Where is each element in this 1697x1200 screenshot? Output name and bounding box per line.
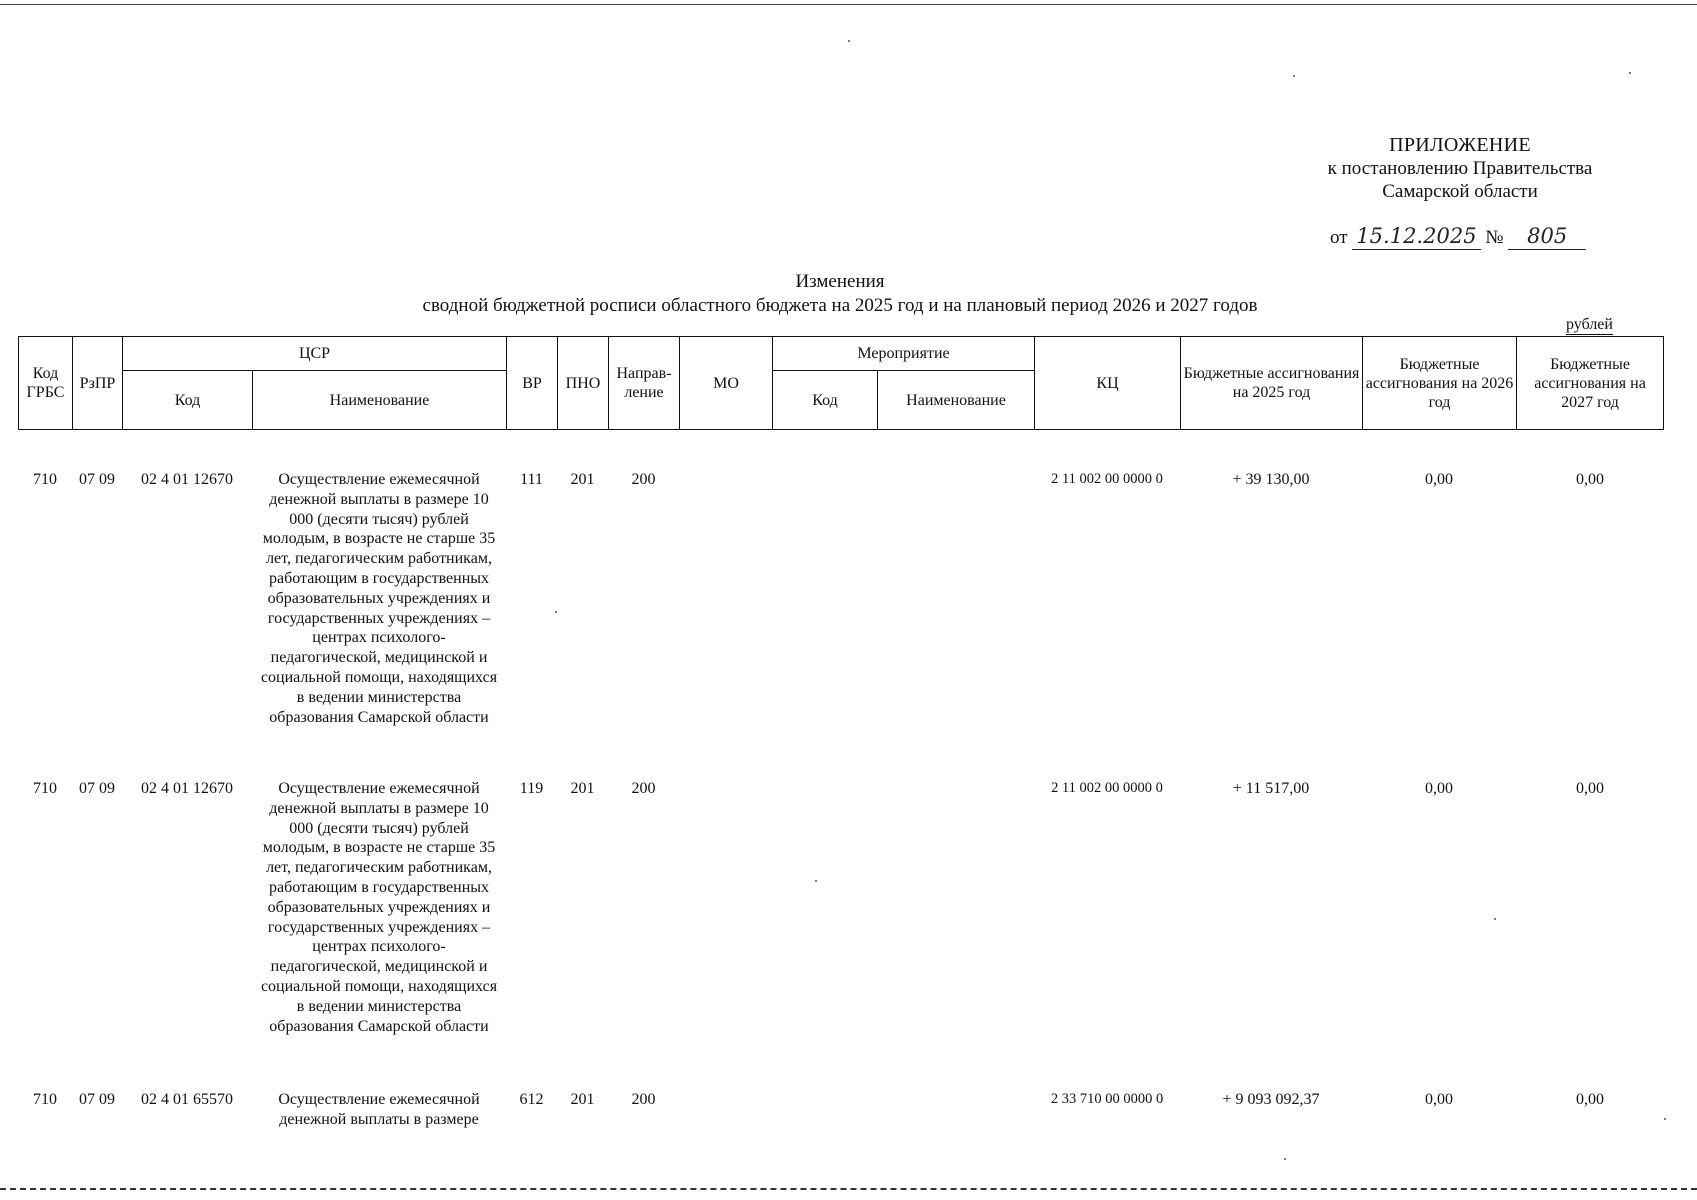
- row-2027: 0,00: [1576, 780, 1604, 797]
- row-direction: 200: [631, 471, 656, 488]
- row-csr-name: Осуществление ежемесячной денежной выплаты в размере 10 000 (десяти тысяч) рублей молодым, в возрасте не старше 35 лет, педагогическим работникам, работающим в государственных образовательных учреждениях и государственных учреждениях – центрах психолого-педагогической, медицинской и социальной помощи, находящихся в ведении министерства образования Самарской области: [260, 780, 498, 1035]
- document-title-block: [300, 270, 1380, 318]
- header-event-name: Наименование: [878, 371, 1035, 430]
- row-kc: 2 11 002 00 0000 0: [1051, 780, 1163, 796]
- scan-speck: [848, 40, 850, 42]
- row-pno: 201: [570, 780, 595, 797]
- row-rzpr: 07 09: [79, 1091, 115, 1108]
- scan-speck: [555, 611, 557, 613]
- header-2027: Бюджетные ассигнования на 2027 год: [1517, 337, 1664, 430]
- row-2025: + 39 130,00: [1232, 471, 1310, 488]
- order-number-label: №: [1485, 227, 1504, 248]
- appendix-line: Самарской области: [1382, 181, 1538, 202]
- row-pno: 201: [570, 471, 595, 488]
- header-2026: Бюджетные ассигнования на 2026 год: [1363, 337, 1517, 430]
- scan-bottom-edge: [0, 1188, 1697, 1190]
- row-vr: 612: [519, 1091, 544, 1108]
- document-subtitle: сводной бюджетной росписи областного бюджета на 2025 год и на плановый период 2026 и 2027 годов: [422, 295, 1258, 316]
- row-grbs: 710: [33, 1091, 57, 1108]
- row-kc: 2 11 002 00 0000 0: [1051, 471, 1163, 487]
- row-2027: 0,00: [1576, 471, 1604, 488]
- row-direction: 200: [631, 780, 656, 797]
- appendix-header: [1300, 134, 1620, 203]
- header-grbs: Код ГРБС: [19, 337, 73, 430]
- header-csr-code: Код: [123, 371, 253, 430]
- header-csr-name: Наименование: [253, 371, 507, 430]
- row-kc: 2 33 710 00 0000 0: [1050, 1091, 1164, 1107]
- scan-speck: [1284, 1158, 1286, 1160]
- header-2025: Бюджетные ассигнования на 2025 год: [1181, 337, 1363, 430]
- row-rzpr: 07 09: [79, 471, 115, 488]
- header-direction: Направ-ление: [609, 337, 680, 430]
- row-2027: 0,00: [1576, 1091, 1604, 1108]
- row-csr-code: 02 4 01 12670: [141, 471, 233, 488]
- header-event-code: Код: [773, 371, 878, 430]
- scan-speck: [815, 880, 817, 882]
- row-2026: 0,00: [1425, 780, 1453, 797]
- row-csr-code: 02 4 01 65570: [141, 1091, 233, 1108]
- row-2025: + 9 093 092,37: [1222, 1091, 1320, 1108]
- row-vr: 111: [520, 471, 543, 488]
- header-pno: ПНО: [558, 337, 609, 430]
- order-number: 805: [1508, 224, 1586, 250]
- row-2026: 0,00: [1425, 1091, 1453, 1108]
- budget-table-header: [18, 336, 1664, 430]
- row-csr-name: Осуществление ежемесячной денежной выплаты в размере: [278, 1091, 480, 1128]
- row-csr-name: Осуществление ежемесячной денежной выплаты в размере 10 000 (десяти тысяч) рублей молодым, в возрасте не старше 35 лет, педагогическим работникам, работающим в государственных образовательных учреждениях и государственных учреждениях – центрах психолого-педагогической, медицинской и социальной помощи, находящихся в ведении министерства образования Самарской области: [260, 471, 498, 726]
- header-mo: МО: [680, 337, 773, 430]
- row-2026: 0,00: [1425, 471, 1453, 488]
- row-rzpr: 07 09: [79, 780, 115, 797]
- header-vr: ВР: [507, 337, 558, 430]
- row-csr-code: 02 4 01 12670: [141, 780, 233, 797]
- units-label: рублей: [1566, 316, 1613, 333]
- row-pno: 201: [570, 1091, 595, 1108]
- scan-speck: [1629, 72, 1631, 74]
- header-kc: КЦ: [1035, 337, 1181, 430]
- scan-speck: [1293, 75, 1295, 77]
- row-2025: + 11 517,00: [1232, 780, 1310, 797]
- document-title: Изменения: [795, 271, 885, 292]
- row-grbs: 710: [33, 780, 57, 797]
- appendix-title: ПРИЛОЖЕНИЕ: [1389, 134, 1531, 156]
- scan-speck: [1664, 1118, 1666, 1120]
- appendix-line: к постановлению Правительства: [1327, 158, 1593, 179]
- scan-top-edge: [0, 4, 1697, 5]
- header-csr: ЦСР: [123, 337, 507, 371]
- row-vr: 119: [519, 780, 544, 797]
- order-from-label: от: [1330, 227, 1348, 248]
- header-rzpr: РзПР: [73, 337, 123, 430]
- order-reference: [1330, 224, 1586, 250]
- order-date: 15.12.2025: [1352, 224, 1480, 250]
- row-direction: 200: [631, 1091, 656, 1108]
- row-grbs: 710: [33, 471, 57, 488]
- header-event: Мероприятие: [773, 337, 1035, 371]
- scan-speck: [1494, 918, 1496, 920]
